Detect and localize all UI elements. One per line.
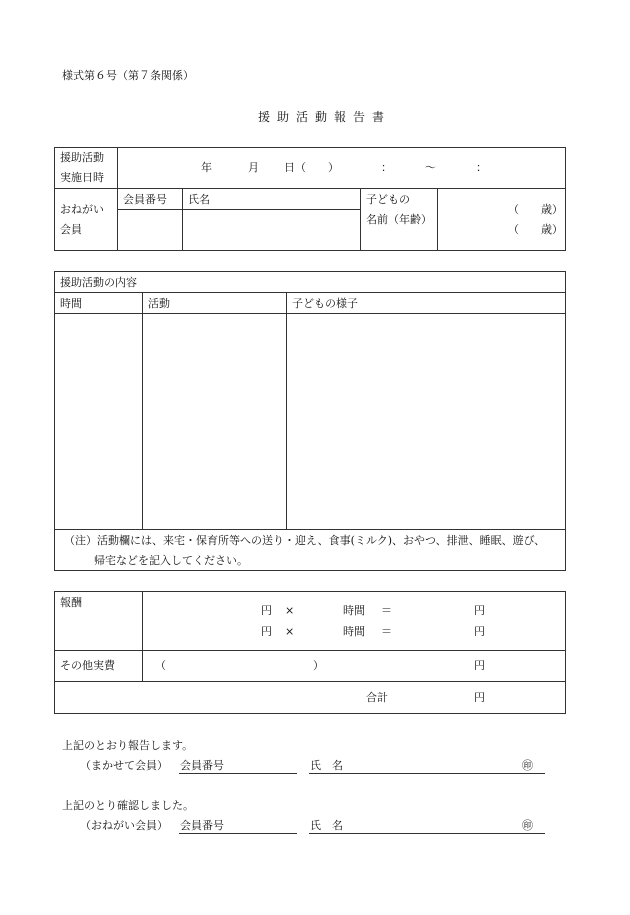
total-label: 合計 xyxy=(366,691,388,704)
requester-role: （おねがい会員） xyxy=(80,819,168,832)
time-colon-end: ： xyxy=(476,161,487,174)
other-expenses-label: その他実費 xyxy=(60,659,115,672)
date-year: 年 xyxy=(201,161,212,174)
caregiver-name-line xyxy=(309,773,545,774)
date-month: 月 xyxy=(248,161,259,174)
activity-note-line2: 帰宅などを記入してください。 xyxy=(94,554,248,567)
report-statement: 上記のとおり報告します。 xyxy=(62,739,194,752)
form-number: 様式第６号（第７条関係） xyxy=(62,69,194,82)
date-label-line1: 援助活動 xyxy=(60,151,104,164)
activity-note-line1: （注）活動欄には、来宅・保育所等への送り・迎え、食事(ミルク)、おやつ、排泄、睡眠、遊び、 xyxy=(64,534,546,547)
column-time: 時間 xyxy=(60,297,82,310)
confirm-statement: 上記のとり確認しました。 xyxy=(62,799,194,812)
requester-name-label: 氏 名 xyxy=(310,819,343,832)
other-expenses-paren-close: ） xyxy=(313,659,324,672)
activity-table-border xyxy=(54,271,566,571)
column-activity: 活動 xyxy=(148,297,170,310)
other-expenses-paren-open: （ xyxy=(155,659,166,672)
time-tilde: 〜 xyxy=(425,161,436,174)
fee-rate-yen-1: 円 xyxy=(261,604,272,617)
caregiver-member-number-line xyxy=(179,773,297,774)
time-colon-start: ： xyxy=(381,161,392,174)
fee-rate-yen-2: 円 xyxy=(261,625,272,638)
fee-hours-1: 時間 xyxy=(343,604,365,617)
requester-member-number-label: 会員番号 xyxy=(180,819,224,832)
date-paren-close: ） xyxy=(328,161,339,174)
member-label-line1: おねがい xyxy=(60,203,104,216)
page-title: 援助活動報告書 xyxy=(258,110,392,124)
fee-times-2: × xyxy=(285,625,295,638)
requester-name-line xyxy=(309,833,545,834)
total-yen: 円 xyxy=(474,691,485,704)
date-day: 日（ xyxy=(284,161,306,174)
fee-table-border xyxy=(54,591,566,714)
fee-times-1: × xyxy=(285,604,295,617)
child-age-1: （ 歳） xyxy=(508,203,563,216)
fee-label: 報酬 xyxy=(60,596,82,609)
child-label-line1: 子どもの xyxy=(366,193,410,206)
fee-hours-2: 時間 xyxy=(343,625,365,638)
date-label-line2: 実施日時 xyxy=(60,171,104,184)
fee-amount-yen-1: 円 xyxy=(474,604,485,617)
member-label-line2: 会員 xyxy=(60,223,82,236)
child-age-2: （ 歳） xyxy=(508,223,563,236)
activity-heading: 援助活動の内容 xyxy=(60,276,137,289)
child-label-line2: 名前（年齢） xyxy=(366,213,432,226)
column-child-state: 子どもの様子 xyxy=(292,297,358,310)
fee-equals-1: ＝ xyxy=(381,604,392,617)
fee-amount-yen-2: 円 xyxy=(474,625,485,638)
caregiver-role: （まかせて会員） xyxy=(80,759,168,772)
requester-seal: ㊞ xyxy=(522,819,533,832)
caregiver-name-label: 氏 名 xyxy=(310,759,343,772)
other-expenses-yen: 円 xyxy=(474,659,485,672)
member-name-label: 氏名 xyxy=(188,193,210,206)
requester-member-number-line xyxy=(179,833,297,834)
caregiver-member-number-label: 会員番号 xyxy=(180,759,224,772)
caregiver-seal: ㊞ xyxy=(522,759,533,772)
member-number-label: 会員番号 xyxy=(123,193,167,206)
fee-equals-2: ＝ xyxy=(381,625,392,638)
